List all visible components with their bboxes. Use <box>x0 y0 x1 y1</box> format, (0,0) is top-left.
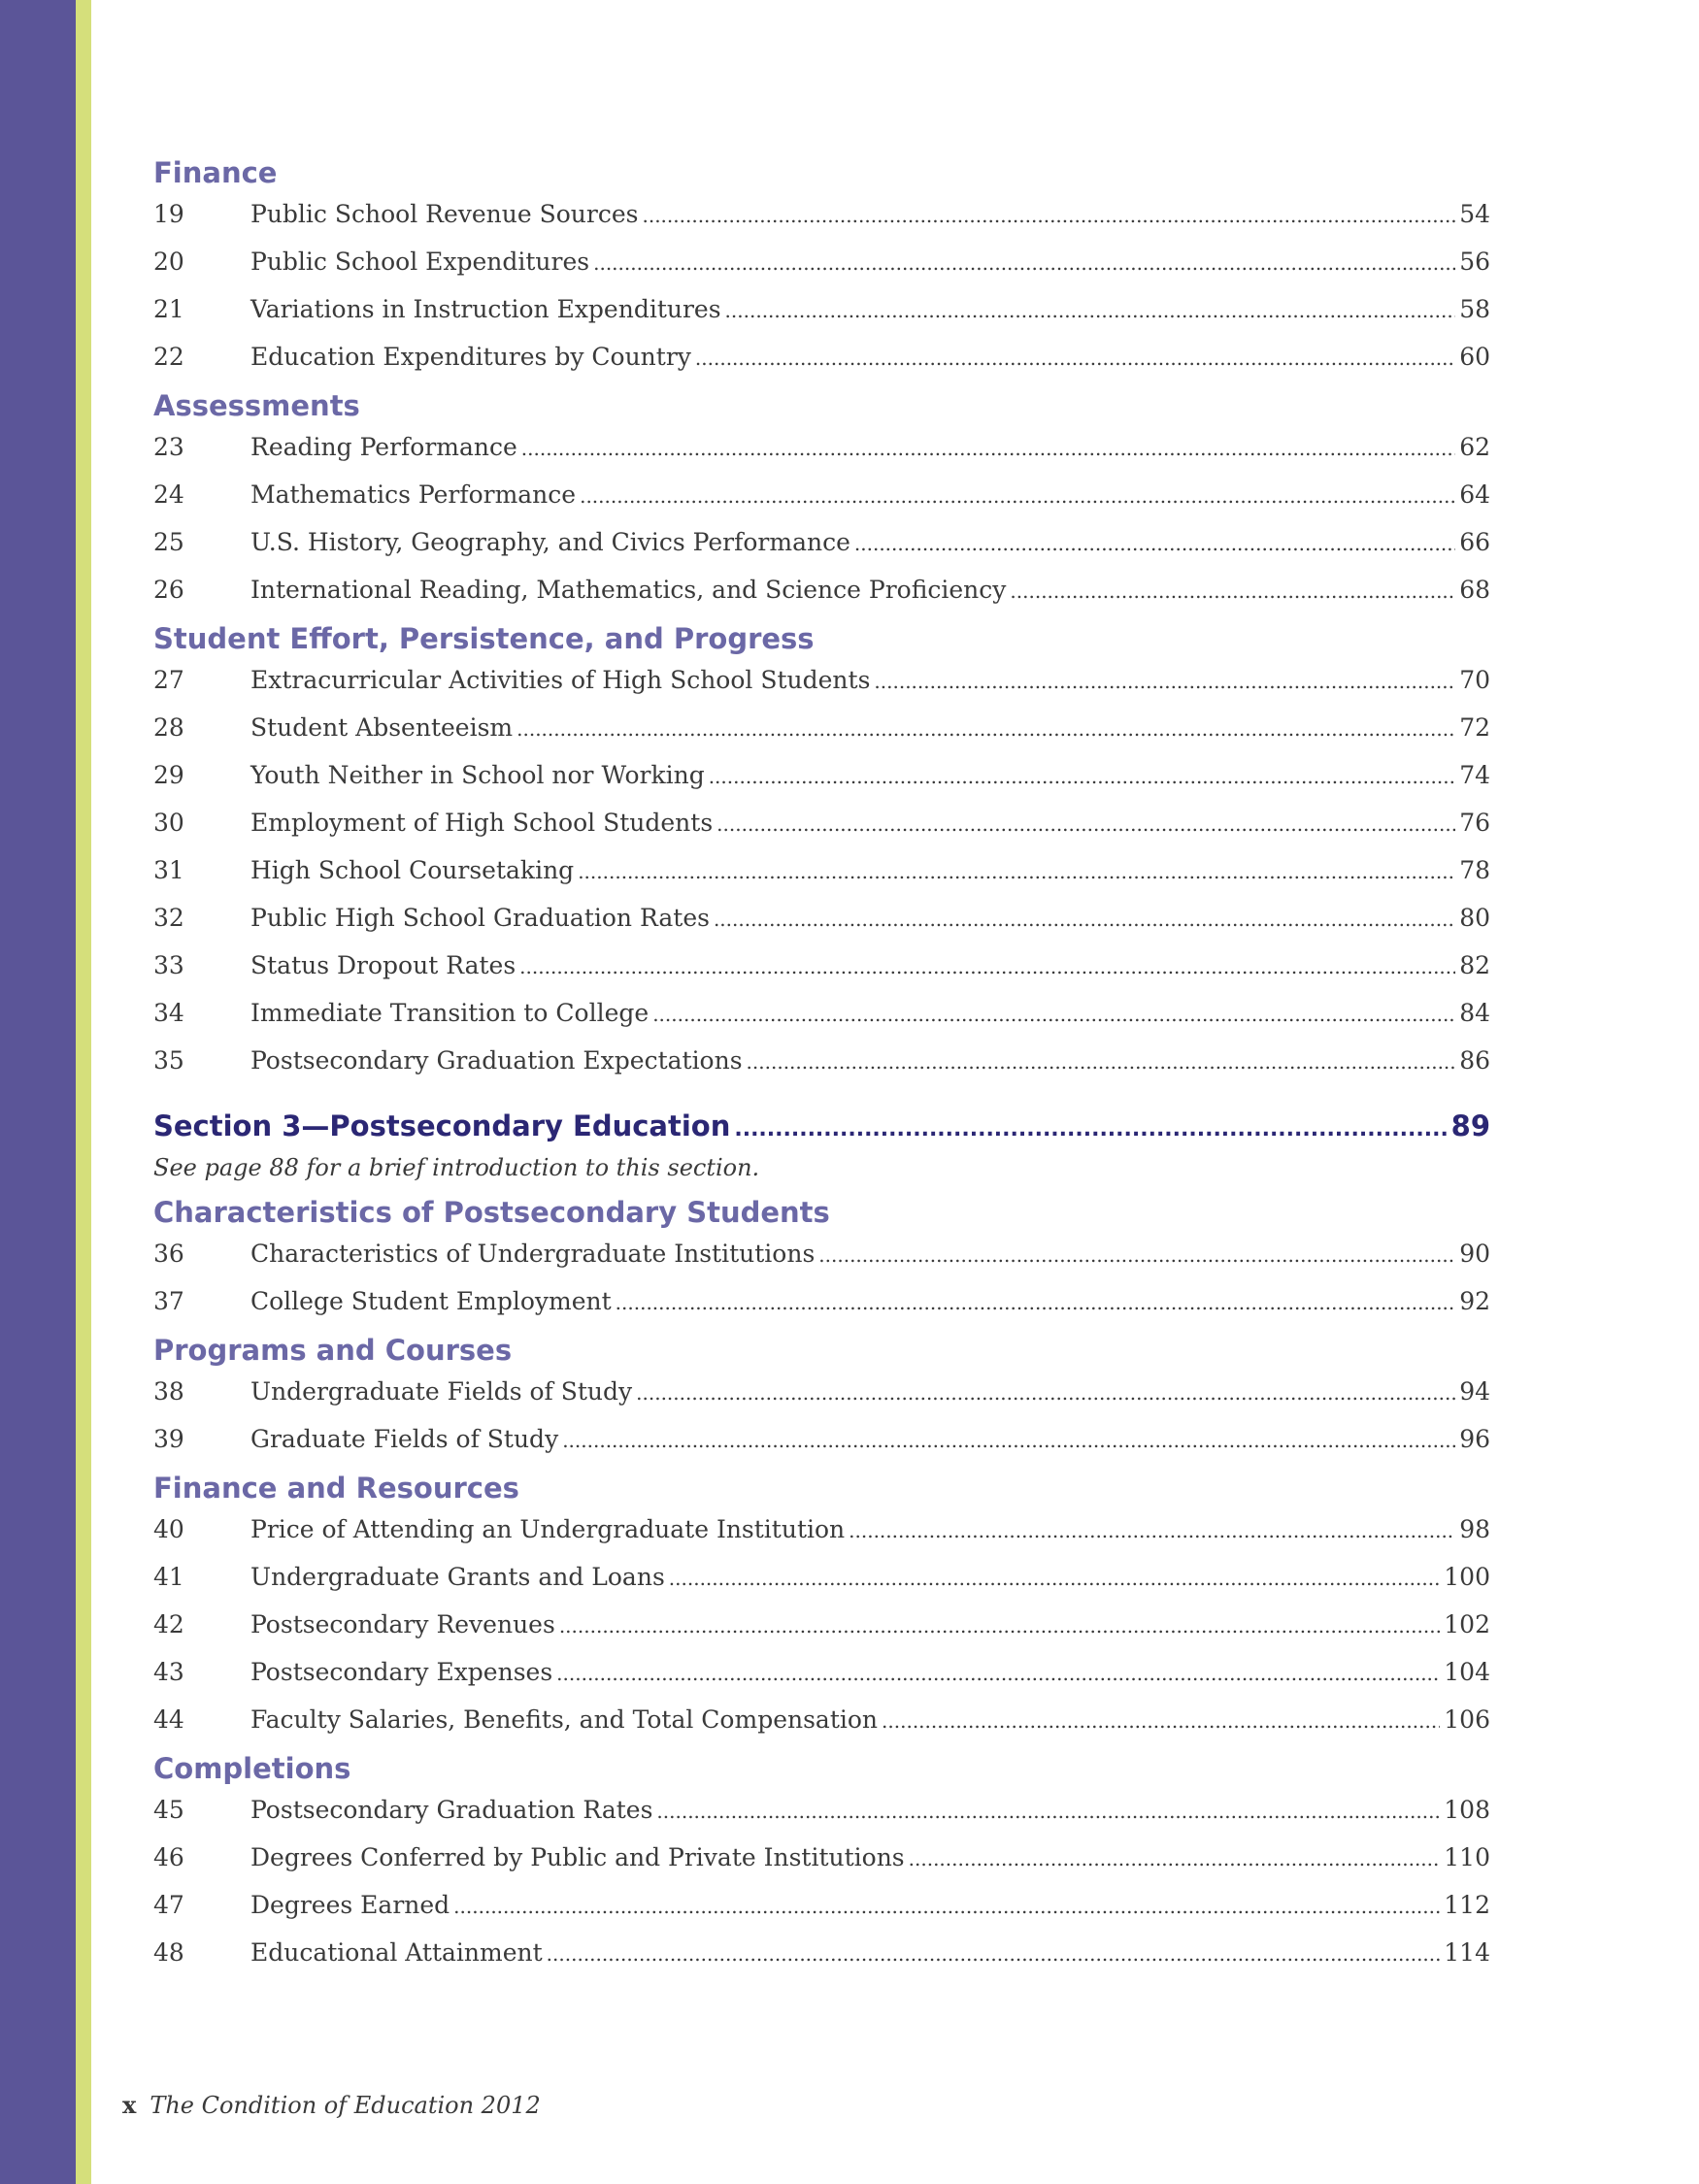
dot-leader <box>642 192 1455 240</box>
toc-group-heading: Finance <box>153 156 278 189</box>
toc-entry-title: College Student Employment <box>250 1287 612 1315</box>
toc-entry-number: 23 <box>153 433 184 461</box>
toc-entry-title: U.S. History, Geography, and Civics Performance <box>250 528 850 556</box>
toc-group-heading: Finance and Resources <box>153 1472 519 1505</box>
table-of-contents <box>153 155 1490 1984</box>
dot-leader <box>725 287 1456 335</box>
toc-entry-title: Undergraduate Grants and Loans <box>250 1563 665 1591</box>
toc-entry-number: 39 <box>153 1425 184 1453</box>
toc-entry[interactable] <box>153 751 1490 799</box>
dot-leader <box>1010 568 1455 615</box>
toc-entry-number: 29 <box>153 761 184 789</box>
toc-entry-page: 76 <box>1459 809 1490 837</box>
toc-entry-title: Employment of High School Students <box>250 809 714 837</box>
toc-entry-title: Mathematics Performance <box>250 480 577 509</box>
toc-entry[interactable] <box>153 894 1490 942</box>
dot-leader <box>453 1883 1440 1931</box>
toc-entry-number: 24 <box>153 480 184 509</box>
dot-leader <box>652 991 1455 1039</box>
toc-entry-number: 19 <box>153 200 184 228</box>
toc-entry-page: 104 <box>1444 1658 1490 1686</box>
toc-entry-page: 74 <box>1459 761 1490 789</box>
toc-entry-page: 54 <box>1459 200 1490 228</box>
toc-entry-number: 46 <box>153 1843 184 1871</box>
toc-entry-title: Characteristics of Undergraduate Institutions <box>250 1240 816 1268</box>
dot-leader <box>616 1279 1456 1327</box>
toc-groups-before-section <box>153 155 1490 1084</box>
toc-entry-number: 32 <box>153 904 184 932</box>
dot-leader <box>669 1555 1441 1603</box>
toc-entry[interactable] <box>153 1037 1490 1084</box>
toc-entry[interactable] <box>153 846 1490 894</box>
toc-entry[interactable] <box>153 423 1490 471</box>
toc-entry[interactable] <box>153 704 1490 751</box>
toc-entry-number: 38 <box>153 1377 184 1406</box>
dot-leader <box>734 1109 1447 1150</box>
toc-entry-number: 35 <box>153 1046 184 1075</box>
dot-leader <box>556 1650 1440 1698</box>
toc-entry-title: International Reading, Mathematics, and Science Proficiency <box>250 576 1007 604</box>
section-title: Section 3—Postsecondary Education <box>153 1109 731 1142</box>
toc-entry-page: 100 <box>1444 1563 1490 1591</box>
toc-entry-page: 64 <box>1459 480 1490 509</box>
toc-entry-number: 30 <box>153 809 184 837</box>
toc-entry[interactable] <box>153 238 1490 285</box>
toc-entry[interactable] <box>153 471 1490 518</box>
dot-leader <box>578 848 1455 896</box>
side-accent-stripe <box>76 0 91 2184</box>
toc-entry-page: 82 <box>1459 951 1490 979</box>
toc-group-list <box>153 1230 1490 1325</box>
dot-leader <box>909 1836 1441 1883</box>
dot-leader <box>818 1232 1455 1279</box>
toc-entry-number: 48 <box>153 1938 184 1967</box>
page-number-marker: x <box>122 2091 137 2119</box>
side-color-band <box>0 0 76 2184</box>
dot-leader <box>580 473 1455 520</box>
toc-entry-page: 110 <box>1444 1843 1490 1871</box>
toc-entry[interactable] <box>153 989 1490 1037</box>
toc-entry[interactable] <box>153 1881 1490 1929</box>
toc-group-heading: Student Effort, Persistence, and Progress <box>153 622 815 655</box>
toc-entry[interactable] <box>153 566 1490 613</box>
toc-entry-page: 102 <box>1444 1610 1490 1638</box>
toc-entry-title: Degrees Earned <box>250 1891 450 1919</box>
toc-entry-number: 41 <box>153 1563 184 1591</box>
dot-leader <box>716 801 1455 848</box>
toc-entry-title: Reading Performance <box>250 433 517 461</box>
toc-entry-title: Student Absenteeism <box>250 713 514 742</box>
toc-group-list <box>153 656 1490 1084</box>
toc-entry-title: Graduate Fields of Study <box>250 1425 559 1453</box>
dot-leader <box>559 1603 1440 1650</box>
toc-entry-title: Status Dropout Rates <box>250 951 516 979</box>
toc-group-heading: Programs and Courses <box>153 1334 513 1367</box>
toc-group-heading: Assessments <box>153 389 360 422</box>
toc-group-list <box>153 423 1490 613</box>
toc-entry[interactable] <box>153 190 1490 238</box>
section-page-number: 89 <box>1450 1109 1490 1142</box>
toc-entry[interactable] <box>153 285 1490 333</box>
toc-entry[interactable] <box>153 942 1490 989</box>
toc-entry-page: 108 <box>1444 1796 1490 1824</box>
dot-leader <box>521 425 1455 473</box>
toc-group-list <box>153 190 1490 381</box>
toc-entry-title: Education Expenditures by Country <box>250 343 691 371</box>
toc-entry-page: 112 <box>1444 1891 1490 1919</box>
toc-entry-title: Postsecondary Revenues <box>250 1610 555 1638</box>
dot-leader <box>593 240 1455 287</box>
toc-entry-title: Degrees Conferred by Public and Private Institutions <box>250 1843 905 1871</box>
toc-entry-title: Price of Attending an Undergraduate Institution <box>250 1515 846 1543</box>
toc-entry-page: 62 <box>1459 433 1490 461</box>
toc-entry-page: 66 <box>1459 528 1490 556</box>
toc-entry-number: 37 <box>153 1287 184 1315</box>
toc-entry[interactable] <box>153 656 1490 704</box>
toc-entry-page: 92 <box>1459 1287 1490 1315</box>
toc-entry-number: 47 <box>153 1891 184 1919</box>
toc-entry-number: 36 <box>153 1240 184 1268</box>
toc-group-heading: Completions <box>153 1752 351 1785</box>
toc-entry-number: 27 <box>153 666 184 694</box>
toc-entry-page: 70 <box>1459 666 1490 694</box>
toc-entry-page: 68 <box>1459 576 1490 604</box>
toc-entry[interactable] <box>153 1601 1490 1648</box>
toc-entry-number: 31 <box>153 856 184 884</box>
dot-leader <box>519 943 1455 991</box>
toc-entry-number: 43 <box>153 1658 184 1686</box>
toc-entry[interactable] <box>153 1696 1490 1743</box>
toc-entry-title: Postsecondary Graduation Expectations <box>250 1046 743 1075</box>
toc-entry-title: Undergraduate Fields of Study <box>250 1377 633 1406</box>
toc-entry[interactable] <box>153 1929 1490 1976</box>
toc-group-heading: Characteristics of Postsecondary Students <box>153 1196 830 1229</box>
toc-entry[interactable] <box>153 333 1490 381</box>
toc-entry[interactable] <box>153 1553 1490 1601</box>
toc-entry-page: 60 <box>1459 343 1490 371</box>
toc-entry-page: 106 <box>1444 1705 1490 1734</box>
toc-entry-title: Extracurricular Activities of High School Students <box>250 666 871 694</box>
toc-entry-page: 58 <box>1459 295 1490 323</box>
toc-entry-number: 33 <box>153 951 184 979</box>
toc-entry-page: 114 <box>1444 1938 1490 1967</box>
toc-entry-page: 98 <box>1459 1515 1490 1543</box>
toc-entry-title: Postsecondary Graduation Rates <box>250 1796 653 1824</box>
toc-entry-page: 78 <box>1459 856 1490 884</box>
toc-entry[interactable] <box>153 1834 1490 1881</box>
toc-entry[interactable] <box>153 518 1490 566</box>
toc-entry-page: 96 <box>1459 1425 1490 1453</box>
toc-entry[interactable] <box>153 1368 1490 1415</box>
toc-entry-number: 44 <box>153 1705 184 1734</box>
toc-entry-title: Variations in Instruction Expenditures <box>250 295 721 323</box>
section-note: See page 88 for a brief introduction to this section. <box>153 1154 760 1181</box>
toc-group-list <box>153 1368 1490 1463</box>
dot-leader <box>709 753 1455 801</box>
toc-entry-page: 90 <box>1459 1240 1490 1268</box>
publication-title: The Condition of Education 2012 <box>150 2092 541 2119</box>
toc-entry-number: 42 <box>153 1610 184 1638</box>
toc-entry-number: 21 <box>153 295 184 323</box>
toc-group-list <box>153 1506 1490 1743</box>
toc-entry-page: 80 <box>1459 904 1490 932</box>
toc-entry[interactable] <box>153 1506 1490 1553</box>
toc-groups-after-section <box>153 1195 1490 1976</box>
dot-leader <box>714 896 1455 943</box>
toc-entry-page: 94 <box>1459 1377 1490 1406</box>
toc-group-list <box>153 1786 1490 1976</box>
toc-entry-title: Postsecondary Expenses <box>250 1658 553 1686</box>
toc-entry-title: Public School Expenditures <box>250 248 590 276</box>
toc-entry-title: Public School Revenue Sources <box>250 200 639 228</box>
toc-entry-title: Youth Neither in School nor Working <box>250 761 705 789</box>
toc-entry-number: 28 <box>153 713 184 742</box>
toc-entry-page: 72 <box>1459 713 1490 742</box>
dot-leader <box>562 1417 1455 1465</box>
dot-leader <box>849 1507 1455 1555</box>
toc-entry-title: Faculty Salaries, Benefits, and Total Compensation <box>250 1705 879 1734</box>
dot-leader <box>854 520 1455 568</box>
toc-entry-number: 20 <box>153 248 184 276</box>
toc-entry[interactable] <box>153 1230 1490 1277</box>
toc-entry[interactable] <box>153 1415 1490 1463</box>
section-heading[interactable] <box>153 1106 1490 1146</box>
toc-entry-page: 56 <box>1459 248 1490 276</box>
toc-entry-number: 25 <box>153 528 184 556</box>
toc-entry-number: 26 <box>153 576 184 604</box>
toc-entry-title: Public High School Graduation Rates <box>250 904 710 932</box>
toc-entry-number: 40 <box>153 1515 184 1543</box>
toc-entry-page: 86 <box>1459 1046 1490 1075</box>
dot-leader <box>882 1698 1440 1745</box>
dot-leader <box>695 335 1455 382</box>
dot-leader <box>874 658 1455 706</box>
toc-entry[interactable] <box>153 1648 1490 1696</box>
toc-entry[interactable] <box>153 1277 1490 1325</box>
toc-entry[interactable] <box>153 799 1490 846</box>
toc-entry-title: Educational Attainment <box>250 1938 543 1967</box>
toc-entry-title: Immediate Transition to College <box>250 999 650 1027</box>
dot-leader <box>547 1931 1441 1978</box>
toc-entry[interactable] <box>153 1786 1490 1834</box>
dot-leader <box>747 1039 1456 1086</box>
dot-leader <box>656 1788 1440 1836</box>
page-footer <box>122 2091 541 2119</box>
dot-leader <box>636 1370 1455 1417</box>
toc-entry-title: High School Coursetaking <box>250 856 575 884</box>
toc-entry-page: 84 <box>1459 999 1490 1027</box>
toc-entry-number: 34 <box>153 999 184 1027</box>
toc-entry-number: 45 <box>153 1796 184 1824</box>
dot-leader <box>516 706 1455 753</box>
toc-entry-number: 22 <box>153 343 184 371</box>
